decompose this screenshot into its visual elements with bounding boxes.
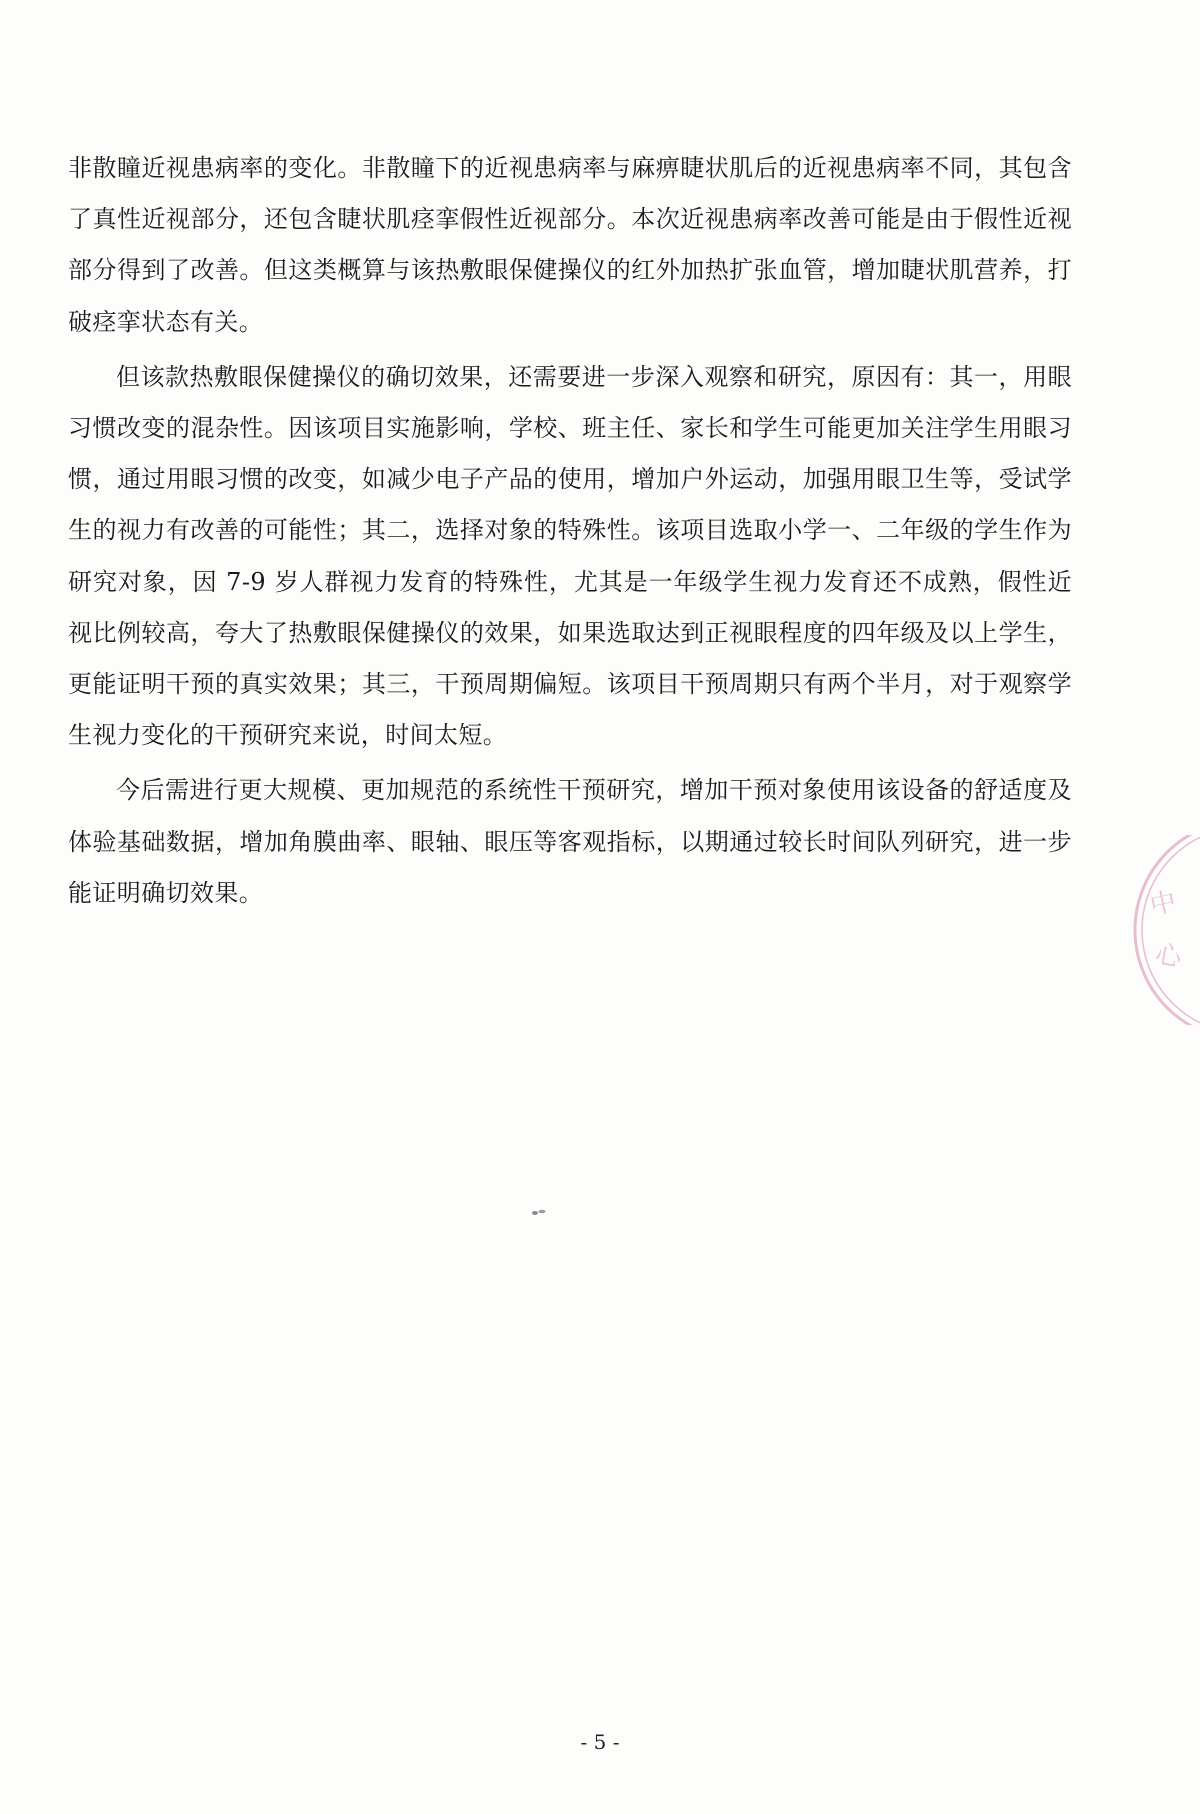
scan-speck <box>530 1208 548 1216</box>
paragraph-continuation: 非散瞳近视患病率的变化。非散瞳下的近视患病率与麻痹睫状肌后的近视患病率不同，其包含了真性近视部分，还包含睫状肌痉挛假性近视部分。本次近视患病率改善可能是由于假性近视部分得到了改善。但这类概算与该热敷眼保健操仪的红外加热扩张血管，增加睫状肌营养，打破痉挛状态有关。 <box>68 154 1072 336</box>
paragraph-limitations: 但该款热敷眼保健操仪的确切效果，还需要进一步深入观察和研究，原因有：其一，用眼习惯改变的混杂性。因该项目实施影响，学校、班主任、家长和学生可能更加关注学生用眼习惯，通过用眼习惯的改变，如减少电子产品的使用，增加户外运动，加强用眼卫生等，受试学生的视力有改善的可能性；其二，选择对象的特殊性。该项目选取小学一、二年级的学生作为研究对象，因 7-9 岁人群视力发育的特殊性，尤其是一年级学生视力发育还不成熟，假性近视比例较高，夸大了热敷眼保健操仪的效果，如果选取达到正视眼程度的四年级及以上学生，更能证明干预的真实效果；其三，干预周期偏短。该项目干预周期只有两个半月，对于观察学生视力变化的干预研究来说，时间太短。 <box>68 362 1072 750</box>
document-body <box>68 143 1072 923</box>
page-number: - 5 - <box>580 1730 620 1754</box>
svg-text:中: 中 <box>1147 886 1180 922</box>
paragraph-future-research: 今后需进行更大规模、更加规范的系统性干预研究，增加干预对象使用该设备的舒适度及体验基础数据，增加角膜曲率、眼轴、眼压等客观指标，以期通过较长时间队列研究，进一步能证明确切效果。 <box>68 776 1072 907</box>
official-seal-stamp <box>1120 835 1200 1025</box>
svg-text:心: 心 <box>1152 939 1184 974</box>
